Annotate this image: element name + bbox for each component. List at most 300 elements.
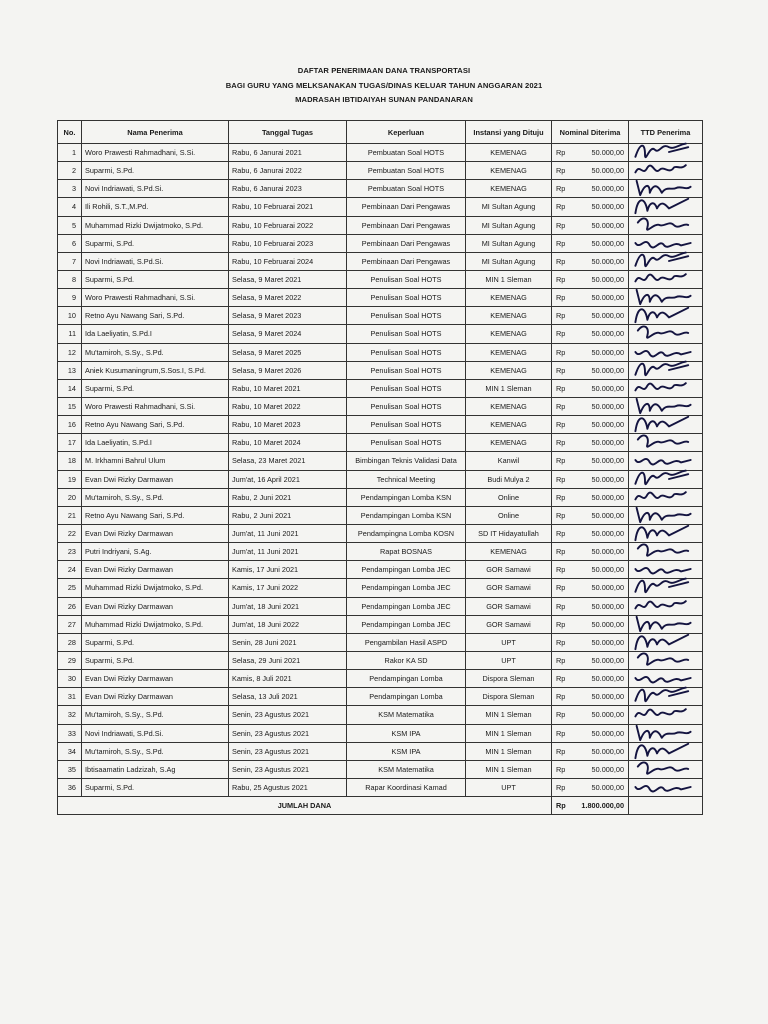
row-number: 20: [58, 488, 82, 506]
row-number: 25: [58, 579, 82, 597]
recipient-name: Retno Ayu Nawang Sari, S.Pd.: [82, 416, 229, 434]
row-number: 5: [58, 216, 82, 234]
row-number: 21: [58, 506, 82, 524]
task-date: Senin, 23 Agustus 2021: [229, 760, 347, 778]
recipient-name: Novi Indriawati, S.Pd.Si.: [82, 252, 229, 270]
currency: Rp: [552, 760, 574, 778]
destination-institution: MIN 1 Sleman: [466, 270, 552, 288]
task-date: Rabu, 6 Janurai 2023: [229, 180, 347, 198]
destination-institution: KEMENAG: [466, 307, 552, 325]
recipient-name: Aniek Kusumaningrum,S.Sos.I, S.Pd.: [82, 361, 229, 379]
row-number: 4: [58, 198, 82, 216]
task-date: Jum'at, 18 Juni 2021: [229, 597, 347, 615]
column-header-instansi: Instansi yang Dituju: [466, 121, 552, 144]
amount: 50.000,00: [574, 397, 629, 415]
total-label: JUMLAH DANA: [58, 797, 552, 815]
recipient-name: Novi Indriawati, S.Pd.Si.: [82, 724, 229, 742]
purpose: Pendampingan Lomba JEC: [347, 597, 466, 615]
amount: 50.000,00: [574, 724, 629, 742]
purpose: Pendampingan Lomba JEC: [347, 561, 466, 579]
table-row: [58, 234, 703, 252]
header-subtitle: BAGI GURU YANG MELKSANAKAN TUGAS/DINAS KELUAR TAHUN ANGGARAN 2021: [225, 80, 543, 90]
currency: Rp: [552, 561, 574, 579]
currency: Rp: [552, 778, 574, 796]
destination-institution: KEMENAG: [466, 289, 552, 307]
task-date: Selasa, 9 Maret 2026: [229, 361, 347, 379]
task-date: Senin, 23 Agustus 2021: [229, 706, 347, 724]
amount: 50.000,00: [574, 252, 629, 270]
purpose: Pembuatan Soal HOTS: [347, 180, 466, 198]
purpose: Penulisan Soal HOTS: [347, 270, 466, 288]
table-body: [58, 144, 703, 797]
table-row: [58, 597, 703, 615]
purpose: Pendampingan Lomba: [347, 688, 466, 706]
recipient-name: Suparmi, S.Pd.: [82, 270, 229, 288]
currency: Rp: [552, 670, 574, 688]
currency: Rp: [552, 470, 574, 488]
destination-institution: MI Sultan Agung: [466, 216, 552, 234]
recipient-name: Ida Laeliyatin, S.Pd.I: [82, 434, 229, 452]
purpose: Pendampingan Lomba JEC: [347, 579, 466, 597]
row-number: 18: [58, 452, 82, 470]
column-header-nominal: Nominal Diterima: [552, 121, 629, 144]
recipient-name: Suparmi, S.Pd.: [82, 234, 229, 252]
table-row: [58, 543, 703, 561]
table-row: [58, 198, 703, 216]
amount: 50.000,00: [574, 706, 629, 724]
purpose: Pendampingan Lomba KSN: [347, 506, 466, 524]
table-row: [58, 416, 703, 434]
recipient-name: Putri Indriyani, S.Ag.: [82, 543, 229, 561]
recipient-name: Mu'tamiroh, S.Sy., S.Pd.: [82, 706, 229, 724]
currency: Rp: [552, 234, 574, 252]
purpose: Bimbingan Teknis Validasi Data: [347, 452, 466, 470]
table-row: [58, 579, 703, 597]
table-row: [58, 397, 703, 415]
currency: Rp: [552, 651, 574, 669]
table-row: [58, 379, 703, 397]
currency: Rp: [552, 633, 574, 651]
row-number: 26: [58, 597, 82, 615]
purpose: Pembuatan Soal HOTS: [347, 162, 466, 180]
destination-institution: GOR Samawi: [466, 615, 552, 633]
task-date: Rabu, 10 Maret 2022: [229, 397, 347, 415]
recipient-name: Evan Dwi Rizky Darmawan: [82, 688, 229, 706]
destination-institution: KEMENAG: [466, 162, 552, 180]
purpose: Pembuatan Soal HOTS: [347, 144, 466, 162]
row-number: 35: [58, 760, 82, 778]
task-date: Selasa, 9 Maret 2023: [229, 307, 347, 325]
amount: 50.000,00: [574, 379, 629, 397]
destination-institution: MI Sultan Agung: [466, 198, 552, 216]
amount: 50.000,00: [574, 506, 629, 524]
currency: Rp: [552, 452, 574, 470]
recipient-name: M. Irkhamni Bahrul Ulum: [82, 452, 229, 470]
total-row: [58, 797, 703, 815]
column-header-ttd: TTD Penerima: [629, 121, 703, 144]
amount: 50.000,00: [574, 488, 629, 506]
destination-institution: KEMENAG: [466, 180, 552, 198]
destination-institution: GOR Samawi: [466, 561, 552, 579]
amount: 50.000,00: [574, 162, 629, 180]
currency: Rp: [552, 434, 574, 452]
currency: Rp: [552, 361, 574, 379]
row-number: 12: [58, 343, 82, 361]
destination-institution: GOR Samawi: [466, 579, 552, 597]
task-date: Kamis, 8 Juli 2021: [229, 670, 347, 688]
task-date: Rabu, 2 Juni 2021: [229, 506, 347, 524]
amount: 50.000,00: [574, 470, 629, 488]
amount: 50.000,00: [574, 180, 629, 198]
row-number: 17: [58, 434, 82, 452]
destination-institution: UPT: [466, 633, 552, 651]
task-date: Rabu, 10 Februarai 2022: [229, 216, 347, 234]
recipient-name: Evan Dwi Rizky Darmawan: [82, 597, 229, 615]
amount: 50.000,00: [574, 670, 629, 688]
amount: 50.000,00: [574, 688, 629, 706]
destination-institution: Online: [466, 506, 552, 524]
amount: 50.000,00: [574, 198, 629, 216]
table-row: [58, 633, 703, 651]
row-number: 28: [58, 633, 82, 651]
purpose: Pendampingna Lomba KOSN: [347, 524, 466, 542]
table-row: [58, 180, 703, 198]
amount: 50.000,00: [574, 270, 629, 288]
document-header: [0, 64, 768, 108]
row-number: 19: [58, 470, 82, 488]
purpose: Pendampingan Lomba KSN: [347, 488, 466, 506]
table-row: [58, 615, 703, 633]
currency: Rp: [552, 416, 574, 434]
amount: 50.000,00: [574, 325, 629, 343]
table-row: [58, 778, 703, 796]
destination-institution: KEMENAG: [466, 325, 552, 343]
amount: 50.000,00: [574, 216, 629, 234]
destination-institution: MIN 1 Sleman: [466, 379, 552, 397]
purpose: Pendampingan Lomba: [347, 670, 466, 688]
task-date: Jum'at, 18 Juni 2022: [229, 615, 347, 633]
amount: 50.000,00: [574, 289, 629, 307]
destination-institution: Dispora Sleman: [466, 670, 552, 688]
recipient-name: Suparmi, S.Pd.: [82, 162, 229, 180]
currency: Rp: [552, 397, 574, 415]
currency: Rp: [552, 270, 574, 288]
row-number: 36: [58, 778, 82, 796]
row-number: 7: [58, 252, 82, 270]
purpose: Rakor KA SD: [347, 651, 466, 669]
row-number: 11: [58, 325, 82, 343]
destination-institution: KEMENAG: [466, 343, 552, 361]
purpose: Penulisan Soal HOTS: [347, 397, 466, 415]
table-row: [58, 561, 703, 579]
row-number: 22: [58, 524, 82, 542]
table-row: [58, 361, 703, 379]
table-row: [58, 307, 703, 325]
destination-institution: GOR Samawi: [466, 597, 552, 615]
task-date: Selasa, 9 Maret 2025: [229, 343, 347, 361]
recipient-name: Woro Prawesti Rahmadhani, S.Si.: [82, 144, 229, 162]
column-header-keperluan: Keperluan: [347, 121, 466, 144]
currency: Rp: [552, 615, 574, 633]
purpose: Rapar Koordinasi Kamad: [347, 778, 466, 796]
destination-institution: Kanwil: [466, 452, 552, 470]
header-title: DAFTAR PENERIMAAN DANA TRANSPORTASI: [297, 66, 471, 75]
currency: Rp: [552, 724, 574, 742]
task-date: Senin, 23 Agustus 2021: [229, 724, 347, 742]
table-row: [58, 670, 703, 688]
currency: Rp: [552, 379, 574, 397]
purpose: KSM IPA: [347, 742, 466, 760]
table-row: [58, 742, 703, 760]
row-number: 1: [58, 144, 82, 162]
currency: Rp: [552, 742, 574, 760]
amount: 50.000,00: [574, 778, 629, 796]
currency: Rp: [552, 144, 574, 162]
currency: Rp: [552, 597, 574, 615]
task-date: Selasa, 9 Maret 2024: [229, 325, 347, 343]
amount: 50.000,00: [574, 452, 629, 470]
recipient-name: Evan Dwi Rizky Darmawan: [82, 470, 229, 488]
recipient-name: Evan Dwi Rizky Darmawan: [82, 524, 229, 542]
recipient-name: Retno Ayu Nawang Sari, S.Pd.: [82, 506, 229, 524]
currency: Rp: [552, 506, 574, 524]
table-row: [58, 706, 703, 724]
table-row: [58, 343, 703, 361]
amount: 50.000,00: [574, 579, 629, 597]
row-number: 24: [58, 561, 82, 579]
task-date: Rabu, 10 Februarai 2023: [229, 234, 347, 252]
task-date: Rabu, 10 Maret 2021: [229, 379, 347, 397]
purpose: KSM Matematika: [347, 706, 466, 724]
task-date: Rabu, 10 Maret 2023: [229, 416, 347, 434]
total-signature-cell: [629, 797, 703, 815]
row-number: 15: [58, 397, 82, 415]
row-number: 29: [58, 651, 82, 669]
row-number: 2: [58, 162, 82, 180]
destination-institution: KEMENAG: [466, 543, 552, 561]
table-row: [58, 688, 703, 706]
task-date: Selasa, 9 Maret 2021: [229, 270, 347, 288]
table-row: [58, 325, 703, 343]
handwritten-signature: [633, 775, 693, 799]
header-institution: MADRASAH IBTIDAIYAH SUNAN PANDANARAN: [295, 95, 473, 104]
amount: 50.000,00: [574, 524, 629, 542]
row-number: 27: [58, 615, 82, 633]
currency: Rp: [552, 198, 574, 216]
currency: Rp: [552, 180, 574, 198]
recipient-name: Suparmi, S.Pd.: [82, 633, 229, 651]
purpose: Pengambilan Hasil ASPD: [347, 633, 466, 651]
amount: 50.000,00: [574, 633, 629, 651]
task-date: Jum'at, 11 Juni 2021: [229, 524, 347, 542]
row-number: 10: [58, 307, 82, 325]
table-row: [58, 724, 703, 742]
row-number: 31: [58, 688, 82, 706]
currency: Rp: [552, 543, 574, 561]
currency: Rp: [552, 216, 574, 234]
purpose: KSM Matematika: [347, 760, 466, 778]
task-date: Senin, 23 Agustus 2021: [229, 742, 347, 760]
amount: 50.000,00: [574, 361, 629, 379]
destination-institution: UPT: [466, 778, 552, 796]
total-currency: Rp: [552, 797, 574, 815]
amount: 50.000,00: [574, 561, 629, 579]
destination-institution: KEMENAG: [466, 434, 552, 452]
table-row: [58, 651, 703, 669]
currency: Rp: [552, 162, 574, 180]
destination-institution: MI Sultan Agung: [466, 234, 552, 252]
recipient-name: Ida Laeliyatin, S.Pd.I: [82, 325, 229, 343]
recipient-name: Ibtisaamatin Ladzizah, S.Ag: [82, 760, 229, 778]
task-date: Kamis, 17 Juni 2022: [229, 579, 347, 597]
amount: 50.000,00: [574, 234, 629, 252]
row-number: 34: [58, 742, 82, 760]
currency: Rp: [552, 307, 574, 325]
recipient-name: Mu'tamiroh, S.Sy., S.Pd.: [82, 488, 229, 506]
currency: Rp: [552, 579, 574, 597]
recipient-name: Suparmi, S.Pd.: [82, 778, 229, 796]
row-number: 8: [58, 270, 82, 288]
destination-institution: KEMENAG: [466, 144, 552, 162]
row-number: 23: [58, 543, 82, 561]
purpose: Penulisan Soal HOTS: [347, 325, 466, 343]
recipient-name: Mu'tamiroh, S.Sy., S.Pd.: [82, 343, 229, 361]
amount: 50.000,00: [574, 615, 629, 633]
total-amount: 1.800.000,00: [574, 797, 629, 815]
task-date: Senin, 28 Juni 2021: [229, 633, 347, 651]
transport-fund-table: [57, 120, 703, 815]
task-date: Rabu, 6 Janurai 2022: [229, 162, 347, 180]
purpose: Penulisan Soal HOTS: [347, 379, 466, 397]
recipient-name: Muhammad Rizki Dwijatmoko, S.Pd.: [82, 579, 229, 597]
recipient-name: Muhammad Rizki Dwijatmoko, S.Pd.: [82, 615, 229, 633]
table-row: [58, 470, 703, 488]
destination-institution: MIN 1 Sleman: [466, 724, 552, 742]
table-row: [58, 216, 703, 234]
row-number: 9: [58, 289, 82, 307]
destination-institution: SD IT Hidayatullah: [466, 524, 552, 542]
table-row: [58, 144, 703, 162]
task-date: Selasa, 29 Juni 2021: [229, 651, 347, 669]
recipient-name: Evan Dwi Rizky Darmawan: [82, 561, 229, 579]
purpose: KSM IPA: [347, 724, 466, 742]
amount: 50.000,00: [574, 434, 629, 452]
destination-institution: KEMENAG: [466, 397, 552, 415]
task-date: Kamis, 17 Juni 2021: [229, 561, 347, 579]
purpose: Pembinaan Dari Pengawas: [347, 234, 466, 252]
purpose: Pembinaan Dari Pengawas: [347, 216, 466, 234]
table-row: [58, 524, 703, 542]
table-row: [58, 488, 703, 506]
destination-institution: Budi Mulya 2: [466, 470, 552, 488]
task-date: Rabu, 10 Maret 2024: [229, 434, 347, 452]
destination-institution: KEMENAG: [466, 416, 552, 434]
task-date: Rabu, 25 Agustus 2021: [229, 778, 347, 796]
task-date: Selasa, 13 Juli 2021: [229, 688, 347, 706]
row-number: 33: [58, 724, 82, 742]
row-number: 30: [58, 670, 82, 688]
row-number: 14: [58, 379, 82, 397]
row-number: 32: [58, 706, 82, 724]
table-row: [58, 289, 703, 307]
purpose: Penulisan Soal HOTS: [347, 343, 466, 361]
column-header-no: No.: [58, 121, 82, 144]
amount: 50.000,00: [574, 760, 629, 778]
recipient-name: Suparmi, S.Pd.: [82, 651, 229, 669]
table-row: [58, 162, 703, 180]
purpose: Penulisan Soal HOTS: [347, 434, 466, 452]
currency: Rp: [552, 706, 574, 724]
row-number: 13: [58, 361, 82, 379]
destination-institution: UPT: [466, 651, 552, 669]
currency: Rp: [552, 343, 574, 361]
destination-institution: Dispora Sleman: [466, 688, 552, 706]
signature-cell: [629, 778, 703, 796]
destination-institution: MIN 1 Sleman: [466, 742, 552, 760]
row-number: 3: [58, 180, 82, 198]
amount: 50.000,00: [574, 651, 629, 669]
column-header-tanggal: Tanggal Tugas: [229, 121, 347, 144]
amount: 50.000,00: [574, 742, 629, 760]
task-date: Rabu, 6 Janurai 2021: [229, 144, 347, 162]
task-date: Rabu, 10 Februarai 2021: [229, 198, 347, 216]
recipient-name: Muhammad Rizki Dwijatmoko, S.Pd.: [82, 216, 229, 234]
recipient-name: Retno Ayu Nawang Sari, S.Pd.: [82, 307, 229, 325]
task-date: Rabu, 10 Februarai 2024: [229, 252, 347, 270]
task-date: Rabu, 2 Juni 2021: [229, 488, 347, 506]
purpose: Penulisan Soal HOTS: [347, 289, 466, 307]
currency: Rp: [552, 524, 574, 542]
purpose: Pembinaan Dari Pengawas: [347, 252, 466, 270]
amount: 50.000,00: [574, 307, 629, 325]
destination-institution: MIN 1 Sleman: [466, 760, 552, 778]
purpose: Pendampingan Lomba JEC: [347, 615, 466, 633]
table-row: [58, 506, 703, 524]
recipient-name: Woro Prawesti Rahmadhani, S.Si.: [82, 397, 229, 415]
task-date: Jum'at, 11 Juni 2021: [229, 543, 347, 561]
task-date: Selasa, 9 Maret 2022: [229, 289, 347, 307]
recipient-name: Woro Prawesti Rahmadhani, S.Si.: [82, 289, 229, 307]
destination-institution: Online: [466, 488, 552, 506]
table-row: [58, 452, 703, 470]
table-row: [58, 434, 703, 452]
destination-institution: MIN 1 Sleman: [466, 706, 552, 724]
amount: 50.000,00: [574, 144, 629, 162]
recipient-name: Mu'tamiroh, S.Sy., S.Pd.: [82, 742, 229, 760]
amount: 50.000,00: [574, 543, 629, 561]
row-number: 16: [58, 416, 82, 434]
task-date: Selasa, 23 Maret 2021: [229, 452, 347, 470]
purpose: Penulisan Soal HOTS: [347, 416, 466, 434]
purpose: Penulisan Soal HOTS: [347, 361, 466, 379]
purpose: Pembinaan Dari Pengawas: [347, 198, 466, 216]
recipient-name: Ili Rohili, S.T.,M.Pd.: [82, 198, 229, 216]
table-row: [58, 252, 703, 270]
currency: Rp: [552, 289, 574, 307]
row-number: 6: [58, 234, 82, 252]
table-row: [58, 270, 703, 288]
task-date: Jum'at, 16 April 2021: [229, 470, 347, 488]
purpose: Technical Meeting: [347, 470, 466, 488]
destination-institution: KEMENAG: [466, 361, 552, 379]
table-row: [58, 760, 703, 778]
table-header-row: [58, 121, 703, 144]
amount: 50.000,00: [574, 416, 629, 434]
recipient-name: Evan Dwi Rizky Darmawan: [82, 670, 229, 688]
recipient-name: Novi Indriawati, S.Pd.Si.: [82, 180, 229, 198]
amount: 50.000,00: [574, 597, 629, 615]
destination-institution: MI Sultan Agung: [466, 252, 552, 270]
